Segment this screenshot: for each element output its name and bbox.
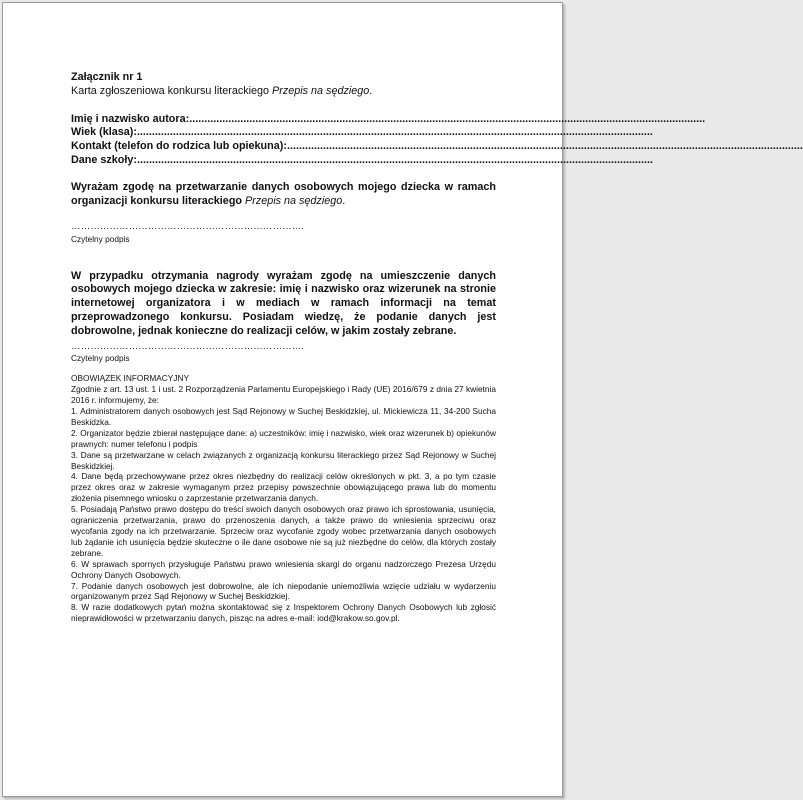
field-age-label: Wiek (klasa):	[71, 126, 137, 139]
field-age[interactable]	[71, 126, 496, 140]
field-contact-label: Kontakt (telefon do rodzica lub opiekuna):	[71, 140, 287, 153]
consent-processing-text: Wyrażam zgodę na przetwarzanie danych osobowych mojego dziecka w ramach organizacji konkursu literackiego	[71, 180, 496, 207]
consent-contest-name: Przepis na sędziego	[245, 194, 343, 207]
information-clause	[71, 373, 496, 624]
info-item: 5. Posiadają Państwo prawo dostępu do treści swoich danych osobowych oraz prawo ich sprostowania, usunięcia, ograniczenia przetwarzania, prawo do przenoszenia danych, a także prawo do wniesienia sprzeciwu oraz wycofania zgody na ich przetwarzanie. Sprzeciw oraz wycofanie zgody wobec przetwarzania danych osobowych lub żądanie ich usunięcia będzie skuteczne o ile dane osobowe nie są już niezbędne do celów, dla których zostały zebrane.	[71, 504, 496, 558]
contest-name: Przepis na sędziego	[272, 84, 370, 97]
field-school-dots[interactable]	[137, 154, 653, 168]
field-author[interactable]	[71, 113, 496, 127]
form-title-period: .	[369, 84, 373, 97]
document-content	[71, 71, 496, 624]
form-title	[71, 85, 496, 99]
info-intro: Zgodnie z art. 13 ust. 1 i ust. 2 Rozporządzenia Parlamentu Europejskiego i Rady (UE) 2016/679 z dnia 27 kwietnia 2016 r. informujemy, że:	[71, 384, 496, 406]
info-heading: OBOWIĄZEK INFORMACYJNY	[71, 373, 190, 384]
info-item: 7. Podanie danych osobowych jest dobrowolne, ale ich niepodanie uniemożliwia wzięcie udziału w wydarzeniu organizowanym przez Sąd Rejonowy w Suchej Beskidzkiej.	[71, 580, 496, 602]
field-age-dots[interactable]	[137, 126, 653, 140]
consent-period: .	[342, 194, 346, 207]
signature-line-2: ……………………………………………………………….	[71, 341, 304, 353]
attachment-title: Załącznik nr 1	[71, 71, 143, 83]
field-author-label: Imię i nazwisko autora:	[71, 112, 190, 125]
field-school[interactable]	[71, 154, 493, 168]
signature-label-1: Czytelny podpis	[71, 233, 130, 244]
form-title-prefix: Karta zgłoszeniowa konkursu literackiego	[71, 84, 273, 97]
info-item: 8. W razie dodatkowych pytań można skontaktować się z Inspektorem Ochrony Danych Osobowych lub zgłosić nieprawidłowości w przetwarzaniu danych, pisząc na adres e-mail: iod@krakow.so.gov.pl.	[71, 602, 496, 624]
field-school-label: Dane szkoły:	[71, 153, 138, 166]
field-author-dots[interactable]	[189, 113, 705, 127]
info-item: 3. Dane są przetwarzane w celach związanych z organizacją konkursu literackiego przez Sąd Rejonowy w Suchej Beskidzkiej.	[71, 449, 496, 471]
consent-publication: W przypadku otrzymania nagrody wyrażam zgodę na umieszczenie danych osobowych mojego dziecka w zakresie: imię i nazwisko oraz wizerunek na stronie internetowej organizatora i w mediach w ramach informacji na temat przeprowadzonego konkursu. Posiadam wiedzę, że podanie danych jest dobrowolne, jednak konieczne do realizacji celów, w jakim zostały zebrane.	[71, 269, 496, 338]
field-contact[interactable]	[71, 140, 496, 154]
info-item: 2. Organizator będzie zbierał następujące dane: a) uczestników: imię i nazwisko, wiek oraz wizerunek b) opiekunów prawnych: numer telefonu i podpis	[71, 427, 496, 449]
consent-processing	[71, 181, 496, 209]
document-page	[2, 2, 563, 797]
info-item: 1. Administratorem danych osobowych jest Sąd Rejonowy w Suchej Beskidzkiej, ul. Mickiewicza 11, 34-200 Sucha Beskidzka.	[71, 406, 496, 427]
info-item: 6. W sprawach spornych przysługuje Państwu prawo wniesienia skargi do organu nadzorczego Prezesa Urzędu Ochrony Danych Osobowych.	[71, 558, 496, 580]
signature-line-1: ……………………………………………………………….	[71, 221, 304, 233]
info-item: 4. Dane będą przechowywane przez okres niezbędny do realizacji celów określonych w pkt. 3, a po tym czasie przez okres oraz w zakresie wymaganym przez przepisy powszechnie obowiązującego prawa lub do momentu złożenia pisemnego wniosku o zaprzestanie przetwarzania danych.	[71, 471, 496, 504]
field-contact-dots[interactable]	[287, 140, 803, 154]
signature-label-2: Czytelny podpis	[71, 353, 130, 364]
